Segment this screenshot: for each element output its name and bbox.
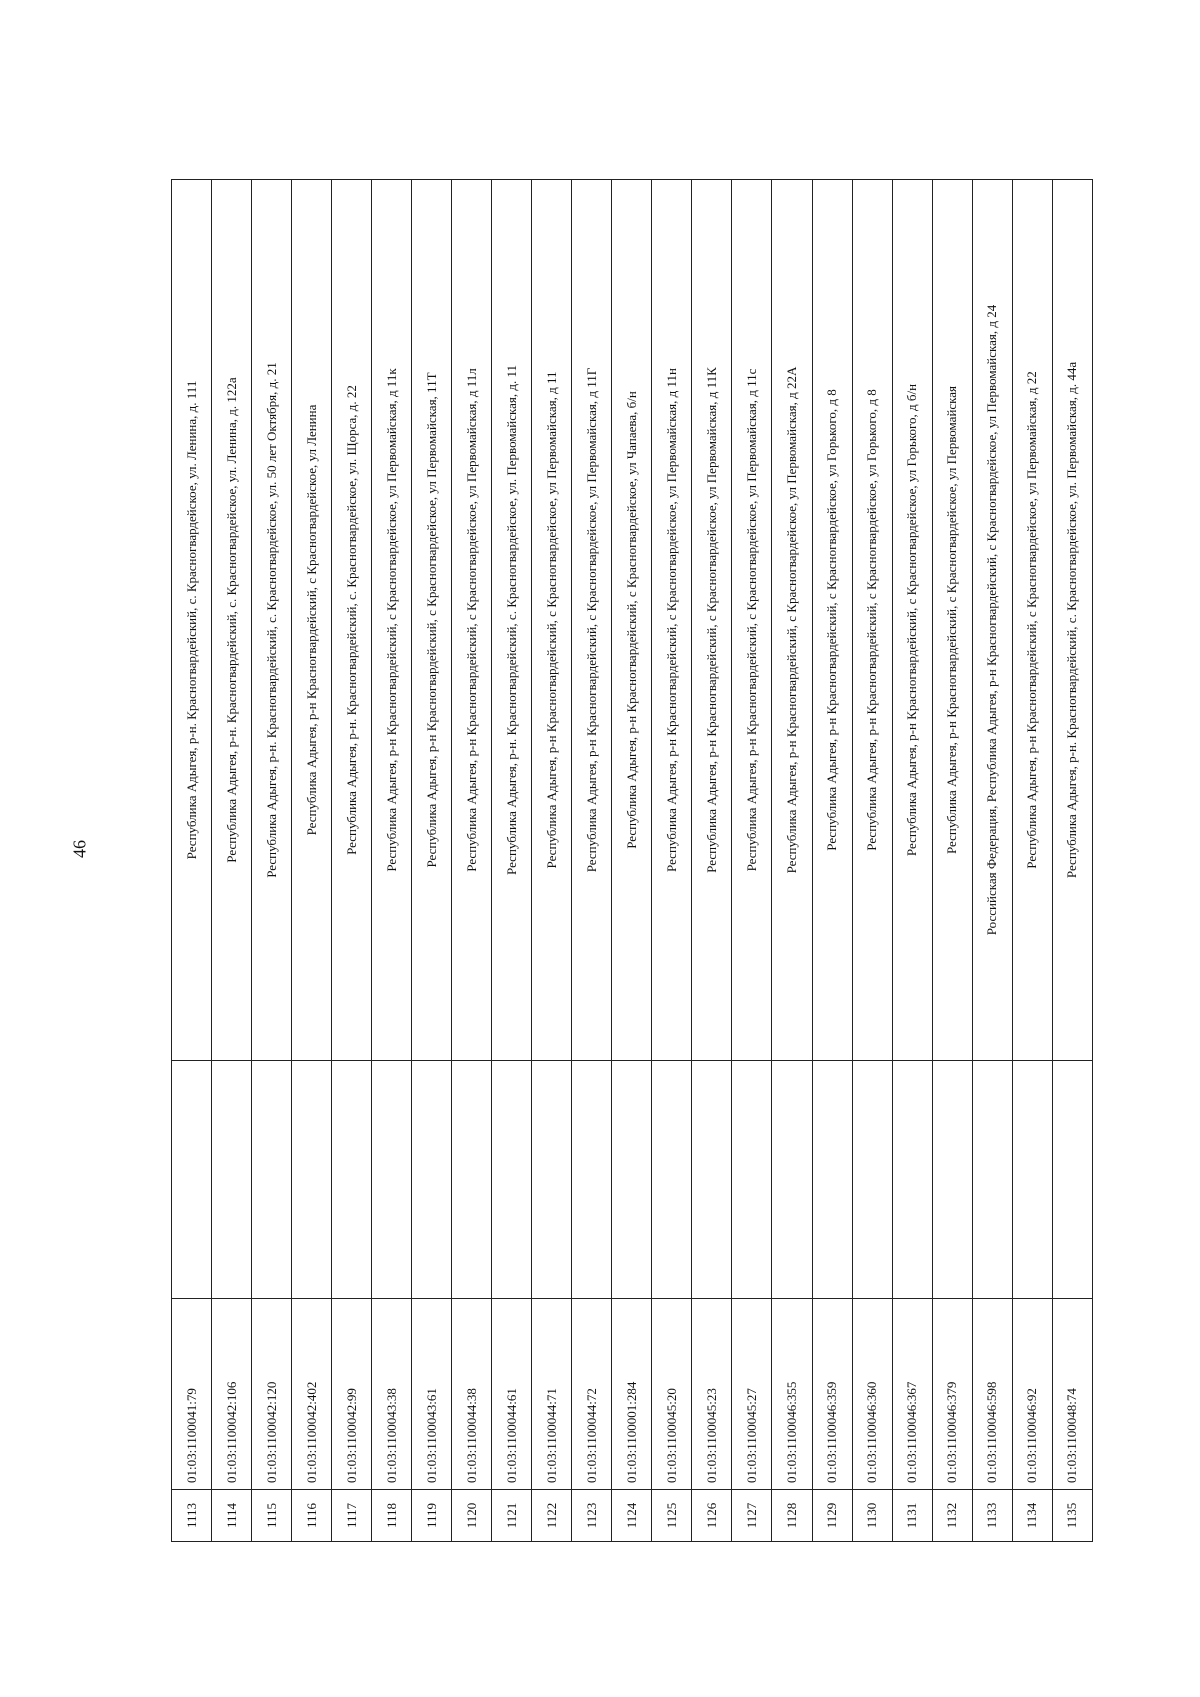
row-number-cell: 1119 xyxy=(412,1490,452,1542)
table-row xyxy=(852,180,892,1542)
empty-cell xyxy=(732,1061,772,1299)
row-number-cell: 1120 xyxy=(452,1490,492,1542)
address-cell: Республика Адыгея, р-н Красногвардейский, с Красногвардейское, ул Первомайская, д 11л xyxy=(452,180,492,1061)
table-row xyxy=(1052,180,1092,1542)
cadastral-number-cell: 01:03:1100043:61 xyxy=(412,1299,452,1490)
table-row xyxy=(932,180,972,1542)
cadastral-number-cell: 01:03:1100046:598 xyxy=(972,1299,1012,1490)
row-number-cell: 1131 xyxy=(892,1490,932,1542)
table-row xyxy=(532,180,572,1542)
empty-cell xyxy=(612,1061,652,1299)
empty-cell xyxy=(692,1061,732,1299)
cadastral-number-cell: 01:03:1100045:27 xyxy=(732,1299,772,1490)
empty-cell xyxy=(532,1061,572,1299)
empty-cell xyxy=(372,1061,412,1299)
table-row xyxy=(892,180,932,1542)
cadastral-number-cell: 01:03:1100042:99 xyxy=(332,1299,372,1490)
cadastral-number-cell: 01:03:1100046:92 xyxy=(1012,1299,1052,1490)
address-cell: Республика Адыгея, р-н Красногвардейский, с Красногвардейское, ул Ленина xyxy=(292,180,332,1061)
row-number-cell: 1116 xyxy=(292,1490,332,1542)
table-row xyxy=(412,180,452,1542)
empty-cell xyxy=(412,1061,452,1299)
cadastral-number-cell: 01:03:1100046:367 xyxy=(892,1299,932,1490)
table-row xyxy=(612,180,652,1542)
table-row xyxy=(732,180,772,1542)
cadastral-number-cell: 01:03:1100001:284 xyxy=(612,1299,652,1490)
empty-cell xyxy=(172,1061,212,1299)
table-row xyxy=(212,180,252,1542)
address-cell: Республика Адыгея, р-н Красногвардейский, с Красногвардейское, ул Первомайская, д 11Г xyxy=(572,180,612,1061)
row-number-cell: 1117 xyxy=(332,1490,372,1542)
table-row xyxy=(372,180,412,1542)
row-number-cell: 1134 xyxy=(1012,1490,1052,1542)
table-row xyxy=(452,180,492,1542)
address-cell: Республика Адыгея, р-н. Красногвардейский, с. Красногвардейское, ул. Первомайская, д. 11 xyxy=(492,180,532,1061)
cadastral-number-cell: 01:03:1100045:20 xyxy=(652,1299,692,1490)
empty-cell xyxy=(292,1061,332,1299)
empty-cell xyxy=(452,1061,492,1299)
address-cell: Республика Адыгея, р-н Красногвардейский, с Красногвардейское, ул Горького, д 8 xyxy=(852,180,892,1061)
empty-cell xyxy=(212,1061,252,1299)
empty-cell xyxy=(772,1061,812,1299)
table-row xyxy=(1012,180,1052,1542)
table-row xyxy=(812,180,852,1542)
cadastral-number-cell: 01:03:1100046:379 xyxy=(932,1299,972,1490)
empty-cell xyxy=(492,1061,532,1299)
row-number-cell: 1121 xyxy=(492,1490,532,1542)
address-cell: Республика Адыгея, р-н Красногвардейский, с Красногвардейское, ул Горького, д б/н xyxy=(892,180,932,1061)
row-number-cell: 1133 xyxy=(972,1490,1012,1542)
address-cell: Республика Адыгея, р-н. Красногвардейский, с. Красногвардейское, ул. Первомайская, д. 44а xyxy=(1052,180,1092,1061)
cadastral-number-cell: 01:03:1100042:120 xyxy=(252,1299,292,1490)
empty-cell xyxy=(332,1061,372,1299)
table-row xyxy=(692,180,732,1542)
row-number-cell: 1132 xyxy=(932,1490,972,1542)
address-cell: Республика Адыгея, р-н Красногвардейский, с Красногвардейское, ул Чапаева, б/н xyxy=(612,180,652,1061)
address-cell: Республика Адыгея, р-н Красногвардейский, с Красногвардейское, ул Первомайская, д 22А xyxy=(772,180,812,1061)
row-number-cell: 1118 xyxy=(372,1490,412,1542)
cadastral-number-cell: 01:03:1100046:355 xyxy=(772,1299,812,1490)
cadastral-number-cell: 01:03:1100046:360 xyxy=(852,1299,892,1490)
row-number-cell: 1124 xyxy=(612,1490,652,1542)
row-number-cell: 1128 xyxy=(772,1490,812,1542)
address-cell: Республика Адыгея, р-н Красногвардейский, с Красногвардейское, ул Первомайская, д 11к xyxy=(372,180,412,1061)
address-cell: Республика Адыгея, р-н Красногвардейский, с Красногвардейское, ул Первомайская, д 11 xyxy=(532,180,572,1061)
cadastral-number-cell: 01:03:1100044:61 xyxy=(492,1299,532,1490)
table-row xyxy=(252,180,292,1542)
row-number-cell: 1125 xyxy=(652,1490,692,1542)
row-number-cell: 1115 xyxy=(252,1490,292,1542)
table-row xyxy=(572,180,612,1542)
table-row xyxy=(292,180,332,1542)
empty-cell xyxy=(852,1061,892,1299)
address-cell: Республика Адыгея, р-н. Красногвардейский, с. Красногвардейское, ул. Ленина, д. 122а xyxy=(212,180,252,1061)
cadastral-number-cell: 01:03:1100043:38 xyxy=(372,1299,412,1490)
address-cell: Республика Адыгея, р-н Красногвардейский, с Красногвардейское, ул Первомайская, д 22 xyxy=(1012,180,1052,1061)
cadastral-number-cell: 01:03:1100044:72 xyxy=(572,1299,612,1490)
address-cell: Республика Адыгея, р-н Красногвардейский, с Красногвардейское, ул Первомайская, д 11К xyxy=(692,180,732,1061)
empty-cell xyxy=(932,1061,972,1299)
address-cell: Республика Адыгея, р-н. Красногвардейский, с. Красногвардейское, ул. Ленина, д. 111 xyxy=(172,180,212,1061)
page-number: 46 xyxy=(69,840,90,858)
table-row xyxy=(492,180,532,1542)
table-row xyxy=(972,180,1012,1542)
address-cell: Республика Адыгея, р-н Красногвардейский, с Красногвардейское, ул Первомайская xyxy=(932,180,972,1061)
empty-cell xyxy=(1012,1061,1052,1299)
row-number-cell: 1114 xyxy=(212,1490,252,1542)
empty-cell xyxy=(1052,1061,1092,1299)
row-number-cell: 1135 xyxy=(1052,1490,1092,1542)
cadastral-number-cell: 01:03:1100044:71 xyxy=(532,1299,572,1490)
address-cell: Республика Адыгея, р-н Красногвардейский, с Красногвардейское, ул Первомайская, д 11н xyxy=(652,180,692,1061)
row-number-cell: 1129 xyxy=(812,1490,852,1542)
empty-cell xyxy=(572,1061,612,1299)
table-row xyxy=(332,180,372,1542)
cadastral-number-cell: 01:03:1100048:74 xyxy=(1052,1299,1092,1490)
cadastral-number-cell: 01:03:1100042:402 xyxy=(292,1299,332,1490)
registry-table xyxy=(171,179,1093,1542)
table-row xyxy=(172,180,212,1542)
cadastral-number-cell: 01:03:1100045:23 xyxy=(692,1299,732,1490)
table-row xyxy=(772,180,812,1542)
registry-table-container xyxy=(171,179,1093,1542)
cadastral-number-cell: 01:03:1100044:38 xyxy=(452,1299,492,1490)
row-number-cell: 1113 xyxy=(172,1490,212,1542)
row-number-cell: 1127 xyxy=(732,1490,772,1542)
row-number-cell: 1130 xyxy=(852,1490,892,1542)
row-number-cell: 1122 xyxy=(532,1490,572,1542)
address-cell: Российская Федерация, Республика Адыгея, р-н Красногвардейский, с Красногвардейское, ул Первомайская, д 24 xyxy=(972,180,1012,1061)
address-cell: Республика Адыгея, р-н Красногвардейский, с Красногвардейское, ул Первомайская, д 11с xyxy=(732,180,772,1061)
cadastral-number-cell: 01:03:1100046:359 xyxy=(812,1299,852,1490)
cadastral-number-cell: 01:03:1100041:79 xyxy=(172,1299,212,1490)
address-cell: Республика Адыгея, р-н. Красногвардейский, с. Красногвардейское, ул. 50 лет Октября, д. 21 xyxy=(252,180,292,1061)
empty-cell xyxy=(812,1061,852,1299)
empty-cell xyxy=(972,1061,1012,1299)
address-cell: Республика Адыгея, р-н Красногвардейский, с Красногвардейское, ул Горького, д 8 xyxy=(812,180,852,1061)
empty-cell xyxy=(652,1061,692,1299)
row-number-cell: 1126 xyxy=(692,1490,732,1542)
address-cell: Республика Адыгея, р-н. Красногвардейский, с. Красногвардейское, ул. Щорса, д. 22 xyxy=(332,180,372,1061)
empty-cell xyxy=(892,1061,932,1299)
empty-cell xyxy=(252,1061,292,1299)
row-number-cell: 1123 xyxy=(572,1490,612,1542)
cadastral-number-cell: 01:03:1100042:106 xyxy=(212,1299,252,1490)
table-row xyxy=(652,180,692,1542)
registry-table-body xyxy=(172,180,1093,1542)
address-cell: Республика Адыгея, р-н Красногвардейский, с Красногвардейское, ул Первомайская, 11Т xyxy=(412,180,452,1061)
